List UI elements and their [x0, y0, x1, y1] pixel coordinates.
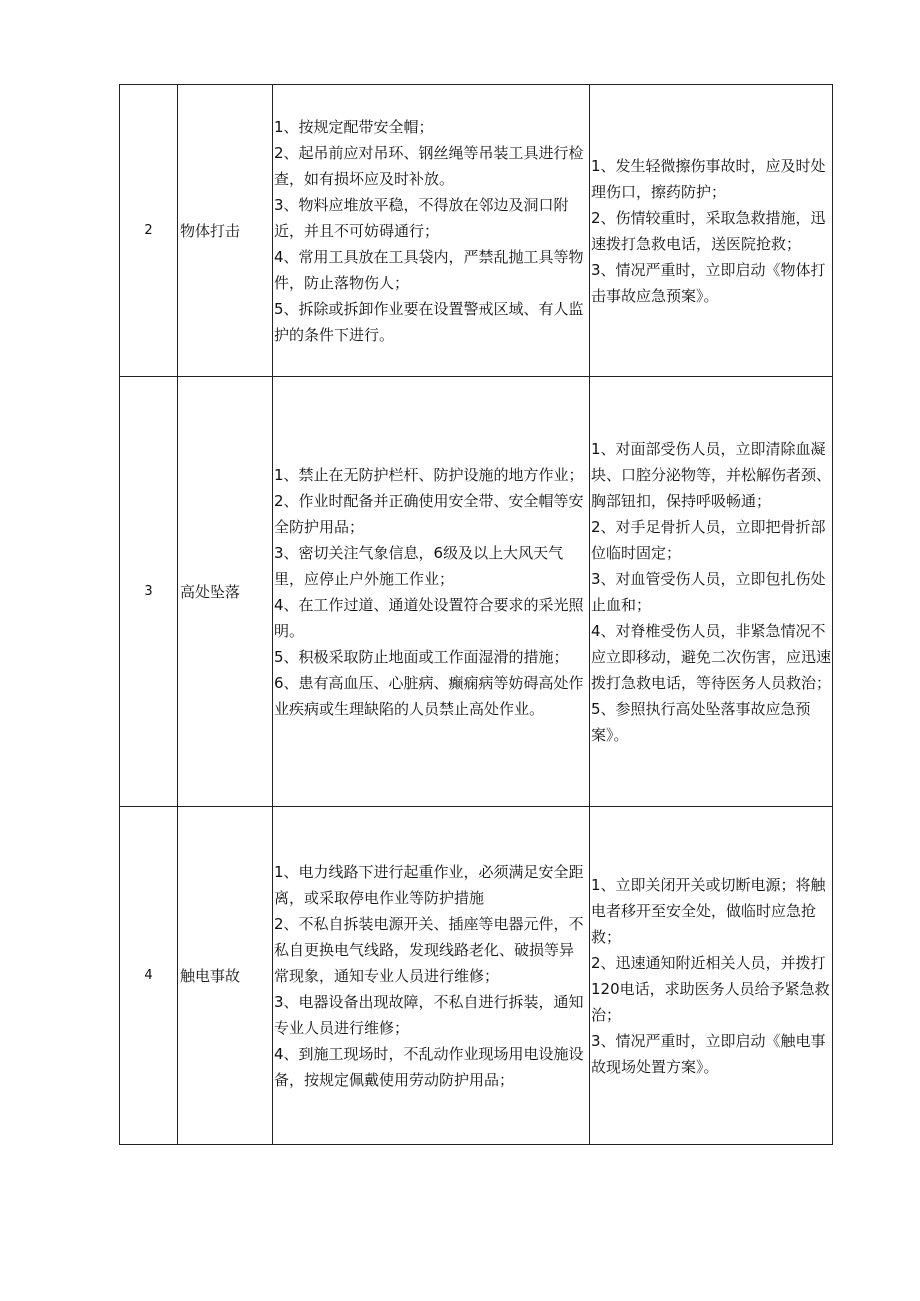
response-item: 1、发生轻微擦伤事故时，应及时处理伤口，擦药防护； — [591, 156, 826, 201]
response-item: 5、参照执行高处坠落事故应急预案》。 — [591, 699, 811, 744]
hazard-type: 物体打击 — [178, 85, 273, 377]
prevention-measures — [273, 807, 590, 1145]
measure-item: 2、不私自拆装电源开关、插座等电器元件，不私自更换电气线路，发现线路老化、破损等异常现象，通知专业人员进行维修； — [274, 914, 584, 985]
emergency-response — [590, 85, 833, 377]
row-number: 3 — [120, 377, 178, 807]
measure-item: 6、患有高血压、心脏病、癫痫病等妨碍高处作业疾病或生理缺陷的人员禁止高处作业。 — [274, 673, 584, 718]
hazard-type: 高处坠落 — [178, 377, 273, 807]
prevention-measures — [273, 85, 590, 377]
measure-item: 4、到施工现场时，不乱动作业现场用电设施设备，按规定佩戴使用劳动防护用品； — [274, 1044, 584, 1089]
measure-item: 3、电器设备出现故障，不私自进行拆装，通知专业人员进行维修； — [274, 992, 584, 1037]
response-item: 3、情况严重时，立即启动《触电事故现场处置方案》。 — [591, 1031, 826, 1076]
measure-item: 2、起吊前应对吊环、钢丝绳等吊装工具进行检查，如有损坏应及时补放。 — [274, 143, 584, 188]
measure-item: 1、按规定配带安全帽； — [274, 117, 434, 136]
prevention-measures — [273, 377, 590, 807]
table-row — [120, 85, 833, 377]
emergency-response — [590, 807, 833, 1145]
measure-item: 1、禁止在无防护栏杆、防护设施的地方作业； — [274, 465, 584, 484]
response-item: 1、立即关闭开关或切断电源；将触电者移开至安全处，做临时应急抢救； — [591, 875, 826, 946]
risk-control-table — [119, 84, 833, 1145]
response-item: 4、对脊椎受伤人员，非紧急情况不应立即移动，避免二次伤害，应迅速拨打急救电话，等待医务人员救治； — [591, 621, 832, 692]
row-number: 4 — [120, 807, 178, 1145]
measure-item: 1、电力线路下进行起重作业，必须满足安全距离，或采取停电作业等防护措施 — [274, 862, 584, 907]
table-row — [120, 807, 833, 1145]
response-item: 1、对面部受伤人员，立即清除血凝块、口腔分泌物等，并松解伤者颈、胸部钮扣，保持呼吸畅通； — [591, 439, 832, 510]
response-item: 2、对手足骨折人员，立即把骨折部位临时固定； — [591, 517, 826, 562]
response-item: 3、对血管受伤人员，立即包扎伤处止血和； — [591, 569, 826, 614]
measure-item: 5、积极采取防止地面或工作面湿滑的措施； — [274, 647, 569, 666]
measure-item: 3、密切关注气象信息，6级及以上大风天气里，应停止户外施工作业； — [274, 543, 564, 588]
measure-item: 3、物料应堆放平稳，不得放在邻边及洞口附近，并且不可妨碍通行； — [274, 195, 569, 240]
table-row — [120, 377, 833, 807]
measure-item: 4、在工作过道、通道处设置符合要求的采光照明。 — [274, 595, 584, 640]
response-item: 3、情况严重时，立即启动《物体打击事故应急预案》。 — [591, 260, 826, 305]
hazard-type: 触电事故 — [178, 807, 273, 1145]
emergency-response — [590, 377, 833, 807]
response-item: 2、迅速通知附近相关人员，并拨打120电话，求助医务人员给予紧急救治； — [591, 953, 830, 1024]
response-item: 2、伤情较重时，采取急救措施，迅速拨打急救电话，送医院抢救； — [591, 208, 826, 253]
row-number: 2 — [120, 85, 178, 377]
measure-item: 2、作业时配备并正确使用安全带、安全帽等安全防护用品； — [274, 491, 584, 536]
measure-item: 5、拆除或拆卸作业要在设置警戒区域、有人监护的条件下进行。 — [274, 299, 584, 344]
measure-item: 4、常用工具放在工具袋内，严禁乱抛工具等物件，防止落物伤人； — [274, 247, 584, 292]
